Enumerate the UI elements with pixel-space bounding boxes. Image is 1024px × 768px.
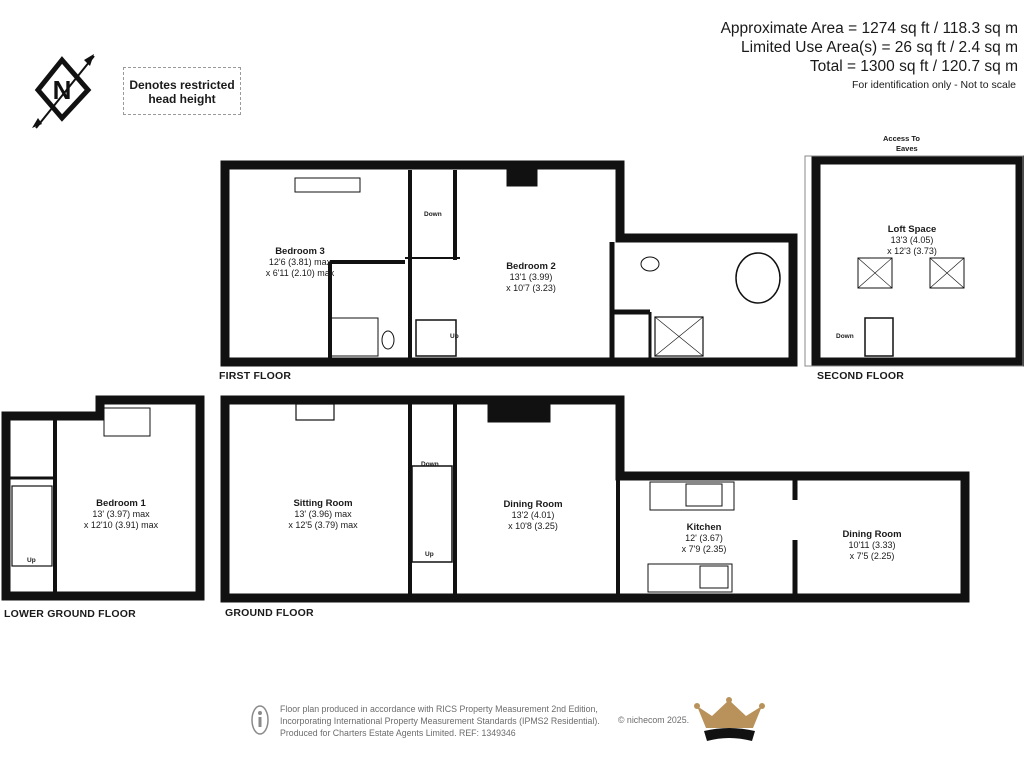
stair-label-ground-down: Down	[421, 461, 439, 468]
room-dim-2: x 7'9 (2.35)	[681, 544, 727, 554]
room-name: Dining Room	[842, 529, 902, 540]
stair-label-lower-up: Up	[27, 557, 36, 564]
room-sitting-room	[288, 498, 357, 531]
room-name: Dining Room	[503, 499, 563, 510]
room-name: Bedroom 3	[275, 246, 325, 257]
room-dim-2: x 12'5 (3.79) max	[288, 520, 358, 530]
room-name: Bedroom 2	[506, 261, 556, 272]
north-arrow-icon	[32, 54, 94, 128]
stair-label-ground-up: Up	[425, 551, 434, 558]
floor-label-first: FIRST FLOOR	[219, 370, 292, 382]
room-dining-room	[503, 499, 562, 532]
total-area-text: Total = 1300 sq ft / 120.7 sq m	[809, 58, 1018, 75]
room-dim-1: 12' (3.67)	[685, 533, 723, 543]
room-dim-1: 13'1 (3.99)	[509, 272, 553, 282]
room-bedroom-2	[506, 261, 556, 294]
room-loft-space	[887, 224, 937, 257]
room-dim-2: x 10'7 (3.23)	[506, 283, 556, 293]
footer-line-2: Incorporating International Property Measurement Standards (IPMS2 Residential).	[280, 716, 600, 726]
stair-label-first-up: Up	[450, 333, 459, 340]
limited-use-area-text: Limited Use Area(s) = 26 sq ft / 2.4 sq m	[741, 39, 1018, 56]
eaves-label-line-1: Access To	[883, 134, 920, 143]
room-name: Loft Space	[887, 224, 937, 235]
disclaimer-text: For identification only - Not to scale	[852, 79, 1016, 91]
room-dim-1: 13'3 (4.05)	[890, 235, 934, 245]
footer-line-1: Floor plan produced in accordance with RICS Property Measurement 2nd Edition,	[280, 704, 598, 714]
legend-line-2: head height	[148, 92, 216, 106]
room-dim-1: 10'11 (3.33)	[848, 540, 896, 550]
room-dim-1: 13'2 (4.01)	[511, 510, 555, 520]
stair-label-loft-down: Down	[836, 333, 854, 340]
room-dim-2: x 12'3 (3.73)	[887, 246, 937, 256]
room-dim-2: x 12'10 (3.91) max	[83, 520, 159, 530]
legend-line-1: Denotes restricted	[129, 78, 235, 92]
footer-line-3: Produced for Charters Estate Agents Limited. REF: 1349346	[280, 728, 516, 738]
footer-notes	[280, 703, 600, 739]
room-dim-1: 13' (3.96) max	[294, 509, 352, 519]
room-bedroom-1	[84, 498, 158, 531]
stair-label-first-down: Down	[424, 211, 442, 218]
room-bedroom-3	[266, 246, 335, 279]
room-name: Sitting Room	[293, 498, 353, 509]
room-dim-1: 13' (3.97) max	[92, 509, 150, 519]
eaves-label-line-2: Eaves	[896, 144, 918, 153]
floor-label-ground: GROUND FLOOR	[225, 607, 314, 619]
floor-label-second: SECOND FLOOR	[817, 370, 904, 382]
room-dining-room-rear	[842, 529, 901, 562]
floor-label-lower-ground: LOWER GROUND FLOOR	[4, 608, 136, 620]
room-kitchen	[682, 522, 727, 555]
room-dim-2: x 6'11 (2.10) max	[265, 268, 335, 278]
room-dim-2: x 7'5 (2.25)	[849, 551, 895, 561]
compass-letter: N	[52, 75, 72, 105]
room-dim-1: 12'6 (3.81) max	[268, 257, 332, 267]
room-name: Bedroom 1	[96, 498, 146, 509]
approx-area-text: Approximate Area = 1274 sq ft / 118.3 sq m	[720, 20, 1018, 37]
room-name: Kitchen	[686, 522, 722, 533]
copyright-text: © nichecom 2025.	[618, 715, 690, 725]
room-dim-2: x 10'8 (3.25)	[508, 521, 558, 531]
